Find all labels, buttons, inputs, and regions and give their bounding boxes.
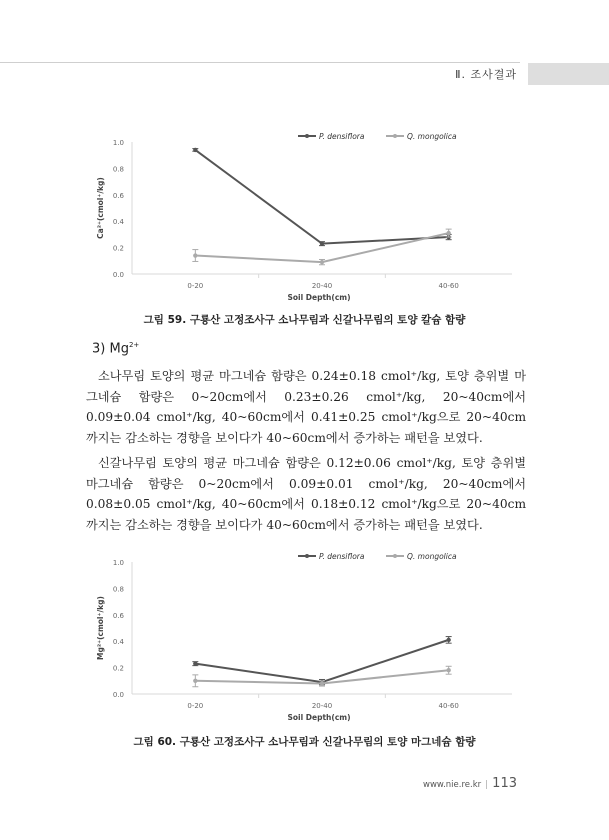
heading-superscript: 2+ — [128, 341, 140, 349]
data-point — [193, 679, 197, 683]
data-point — [193, 661, 197, 665]
paragraph-pine: 소나무림 토양의 평균 마그네슘 함량은 0.24±0.18 cmol⁺/kg, 토양 층위별 마그네슘 함량은 0~20cm에서 0.23±0.26 cmol⁺/kg, 20~40cm에서 0.09±0.04 cmol⁺/kg, 40~60cm에서 0.41±0.25 cmol⁺/kg으로 20~40cm까지는 감소하는 경향을 보이다가 40~60cm에서 증가하는 패턴을 보였다. — [86, 369, 526, 445]
calcium-chart — [0, 120, 609, 305]
legend-label: P. densiflora — [319, 132, 365, 141]
data-point — [320, 260, 324, 264]
x-tick-label: 0-20 — [187, 282, 204, 290]
footer-url[interactable]: www.nie.re.kr — [423, 780, 482, 790]
heading-text: 3) Mg — [92, 341, 129, 357]
y-tick-label: 0.4 — [112, 638, 124, 647]
y-tick-label: 0.8 — [112, 165, 124, 174]
data-point — [193, 148, 197, 152]
y-tick-label: 0.4 — [112, 218, 124, 227]
x-axis-title: Soil Depth(cm) — [287, 293, 351, 302]
legend-marker — [393, 134, 397, 138]
x-tick-label: 40-60 — [438, 702, 459, 710]
legend-label: Q. mongolica — [407, 552, 457, 561]
series-line-1 — [195, 233, 448, 262]
legend-label: Q. mongolica — [407, 132, 457, 141]
legend-label: P. densiflora — [319, 552, 365, 561]
header-rule — [0, 62, 520, 63]
data-point — [446, 668, 450, 672]
y-axis-title: Ca²⁺(cmol⁺/kg) — [96, 177, 105, 239]
data-point — [193, 253, 197, 257]
y-tick-label: 0.2 — [112, 244, 124, 253]
page-footer — [423, 772, 517, 791]
legend-marker — [393, 554, 397, 558]
legend-marker — [305, 554, 309, 558]
x-tick-label: 40-60 — [438, 282, 459, 290]
series-line-0 — [195, 150, 448, 244]
magnesium-chart — [0, 545, 609, 725]
x-tick-label: 0-20 — [187, 702, 204, 710]
y-tick-label: 0.0 — [112, 691, 124, 699]
footer-separator: | — [485, 780, 489, 790]
data-point — [320, 241, 324, 245]
series-line-0 — [195, 640, 448, 682]
y-tick-label: 0.6 — [112, 191, 124, 200]
legend-marker — [305, 134, 309, 138]
data-point — [446, 231, 450, 235]
figure-60-caption: 그림 60. 구룡산 고정조사구 소나무림과 신갈나무림의 토양 마그네슘 함량 — [133, 736, 476, 748]
y-tick-label: 0.0 — [112, 271, 124, 279]
y-tick-label: 0.8 — [112, 585, 124, 594]
y-axis-title: Mg²⁺(cmol⁺/kg) — [96, 596, 105, 660]
figure-59-caption: 그림 59. 구룡산 고정조사구 소나무림과 신갈나무림의 토양 칼슘 함량 — [143, 314, 466, 326]
section-heading — [92, 341, 139, 356]
page-number: 113 — [492, 776, 517, 791]
section-title: Ⅱ. 조사결과 — [455, 68, 517, 81]
section-tab — [528, 63, 609, 85]
data-point — [446, 638, 450, 642]
y-tick-label: 1.0 — [112, 139, 124, 147]
x-axis-title: Soil Depth(cm) — [287, 713, 351, 722]
y-tick-label: 1.0 — [112, 559, 124, 567]
paragraph-oak: 신갈나무림 토양의 평균 마그네슘 함량은 0.12±0.06 cmol⁺/kg, 토양 층위별 마그네슘 함량은 0~20cm에서 0.09±0.01 cmol⁺/kg, 20~40cm에서 0.08±0.05 cmol⁺/kg, 40~60cm에서 0.18±0.12 cmol⁺/kg으로 20~40cm까지는 감소하는 경향을 보이다가 40~60cm에서 증가하는 패턴을 보였다. — [86, 456, 526, 532]
y-tick-label: 0.6 — [112, 611, 124, 620]
x-tick-label: 20-40 — [311, 282, 333, 290]
data-point — [320, 681, 324, 685]
x-tick-label: 20-40 — [311, 702, 333, 710]
y-tick-label: 0.2 — [112, 664, 124, 673]
